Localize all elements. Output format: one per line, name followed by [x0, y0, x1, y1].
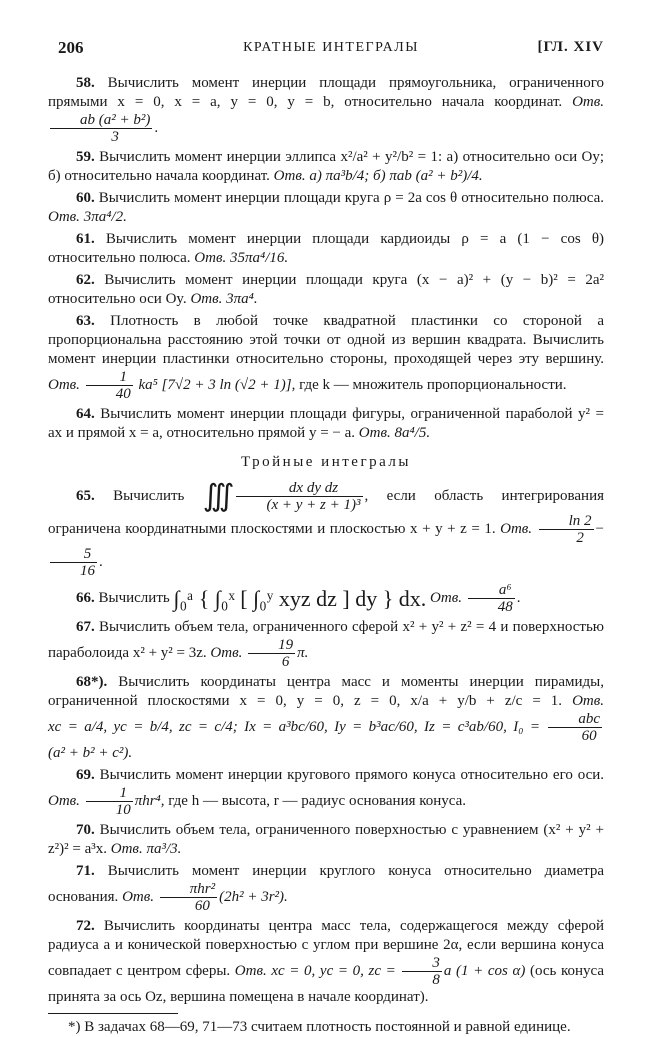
- answer-fraction: $\frac{1}{10}$: [86, 785, 133, 818]
- answer-fraction: $\frac{\text{abc}}{60}$: [548, 711, 602, 744]
- problem-63: 63. Плотность в любой точке квадратной пластинки со стороной a пропорциональна расстоянию этой точки от одной из вершин квадрата. Вычислить момент инерции пластинки относительно стороны, проходящей через эту вершину. Отв. $\frac{1}{40}$ ka⁵ [7√2 + 3 ln (√2 + 1)], где k — множитель пропорциональности.: [48, 313, 604, 402]
- problem-61: 61. Вычислить момент инерции площади кардиоиды ρ = a (1 − cos θ) относительно полюса. Отв. 35πa⁴/16.: [48, 231, 605, 266]
- problem-58: 58. Вычислить момент инерции площади прямоугольника, ограниченного прямыми x = 0, x = a, y = 0, y = b, относительно начала координат. Отв. $\frac{\text{ab (a² + b²)}}{3}$ .: [48, 75, 605, 145]
- page-body: [48, 74, 604, 1037]
- problem-62: 62. Вычислить момент инерции площади круга (x − a)² + (y − b)² = 2a² относительно оси Oy. Отв. 3πa⁴.: [48, 272, 605, 307]
- problem-69: 69. Вычислить момент инерции кругового прямого конуса относительно его оси. Отв. $\frac{1}{10}$ πhr⁴, где h — высота, r — радиус основания конуса.: [48, 767, 605, 818]
- answer-fraction: $\frac{\text{a⁶}}{48}$: [468, 582, 515, 615]
- iterated-integral: ∫₀ᵃ { ∫₀ˣ [ ∫₀ʸ xyz dz ] dy } dx.: [173, 586, 427, 611]
- footnote-rule: [48, 1013, 178, 1014]
- page-header: [58, 38, 604, 60]
- problem-60: 60. Вычислить момент инерции площади круга ρ = 2a cos θ относительно полюса. Отв. 3πa⁴/2.: [48, 190, 605, 225]
- answer-fraction: $\frac{\text{πhr²}}{60}$: [160, 881, 217, 914]
- problem-65: 65. Вычислить ∭ $\frac{\text{dx dy dz}}{\text{(x + y + z + 1)³}}$ , если область интегрирования ограничена координатными плоскостями и плоскостью x + y + z = 1. Отв. $\frac{\ln 2}{2}$ − $\frac{5}{16}$ .: [48, 479, 605, 579]
- section-heading: Тройные интегралы: [241, 454, 411, 470]
- integrand-fraction: $\frac{\text{dx dy dz}}{\text{(x + y + z + 1)³}}$: [236, 480, 362, 513]
- problem-71: 71. Вычислить момент инерции круглого конуса относительно диаметра основания. Отв. $\frac{\text{πhr²}}{60}$ (2h² + 3r²).: [48, 863, 605, 914]
- problem-59: 59. Вычислить момент инерции эллипса x²/a² + y²/b² = 1: а) относительно оси Oy; б) относительно начала координат. Отв. а) πa³b/4; б) πab (a² + b²)/4.: [48, 149, 605, 184]
- problem-64: 64. Вычислить момент инерции площади фигуры, ограниченной параболой y² = ax и прямой x = a, относительно прямой y = − a. Отв. 8a⁴/5.: [48, 406, 604, 441]
- problem-70: 70. Вычислить объем тела, ограниченного поверхностью с уравнением (x² + y² + z²)² = a³x. Отв. πa³/3.: [48, 822, 605, 857]
- answer-fraction: $\frac{19}{6}$: [248, 637, 295, 670]
- footnote: *) В задачах 68—69, 71—73 считаем плотность постоянной и равной единице.: [68, 1019, 571, 1035]
- answer-fraction: $\frac{1}{40}$: [86, 369, 133, 402]
- triple-integral-sign: ∭: [202, 479, 235, 513]
- problem-66: 66. Вычислить ∫₀ᵃ { ∫₀ˣ [ ∫₀ʸ xyz dz ] dy } dx. Отв. $\frac{\text{a⁶}}{48}$ .: [76, 582, 521, 615]
- problem-68: 68*). Вычислить координаты центра масс и моменты инерции пирамиды, ограниченной плоскостями x = 0, y = 0, z = 0, x/a + y/b + z/c = 1. Отв. xc = a/4, yc = b/4, zc = c/4; Ix = a³bc/60, Iy = b³ac/60, Iz = c³ab/60, I₀ = $\frac{\text{abc}}{60}$ (a² + b² + c²).: [48, 674, 605, 761]
- answer-fraction: $\frac{3}{8}$: [402, 955, 442, 988]
- answer-fraction-a: $\frac{\ln 2}{2}$: [539, 513, 594, 546]
- answer-fraction: $\frac{\text{ab (a² + b²)}}{3}$: [50, 112, 152, 145]
- problem-67: 67. Вычислить объем тела, ограниченного сферой x² + y² + z² = 4 и поверхностью параболоида x² + y² = 3z. Отв. $\frac{19}{6}$ π.: [48, 619, 604, 670]
- page-number: 206: [58, 38, 84, 57]
- running-title: КРАТНЫЕ ИНТЕГРАЛЫ: [243, 40, 419, 55]
- problem-72: 72. Вычислить координаты центра масс тела, содержащегося между сферой радиуса a и конической поверхностью с углом при вершине 2α, если вершина конуса совпадает с центром сферы. Отв. xc = 0, yc = 0, zc = $\frac{3}{8}$ a (1 + cos α) (ось конуса принята за ось Oz, вершина помещена в начале координат).: [48, 918, 605, 1005]
- chapter-label: [ГЛ. XIV: [537, 39, 604, 55]
- answer-fraction-b: $\frac{5}{16}$: [50, 546, 97, 579]
